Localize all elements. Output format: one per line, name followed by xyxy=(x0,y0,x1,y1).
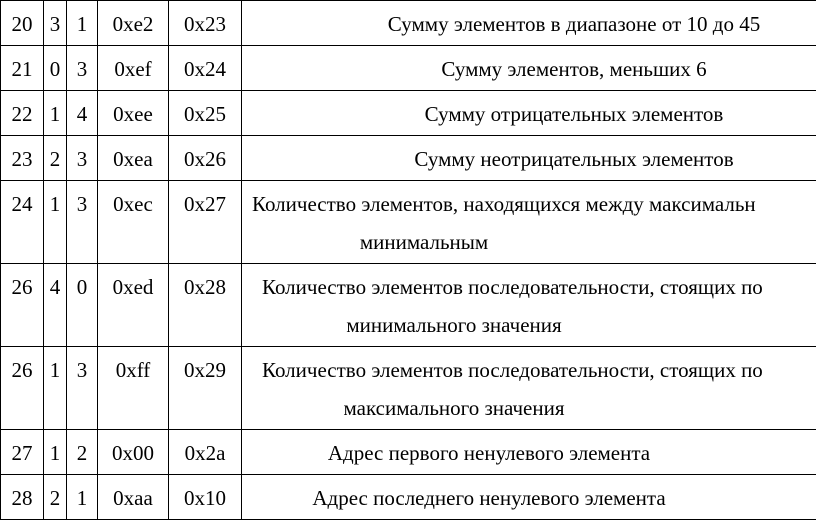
cell-hex-b: 0x26 xyxy=(169,136,242,181)
cell-hex-a: 0xea xyxy=(98,136,169,181)
cell-col3: 3 xyxy=(67,46,98,91)
cell-description xyxy=(242,91,816,136)
table-row xyxy=(1,46,816,91)
cell-number: 22 xyxy=(1,91,44,136)
cell-number: 24 xyxy=(1,181,44,264)
description-line: минимальным xyxy=(242,223,816,261)
table-row xyxy=(1,430,816,475)
cell-col2: 1 xyxy=(44,430,67,475)
cell-hex-b: 0x2a xyxy=(169,430,242,475)
cell-hex-a: 0xef xyxy=(98,46,169,91)
cell-description xyxy=(242,1,816,46)
cell-col2: 2 xyxy=(44,136,67,181)
cell-col3: 3 xyxy=(67,136,98,181)
cell-hex-b: 0x24 xyxy=(169,46,242,91)
cell-hex-a: 0xed xyxy=(98,264,169,347)
description-line: минимального значения xyxy=(242,306,816,344)
table-row xyxy=(1,181,816,264)
description-line: Сумму элементов в диапазоне от 10 до 45 xyxy=(242,5,816,43)
description-line: Количество элементов последовательности, стоящих по xyxy=(242,351,816,389)
cell-col2: 4 xyxy=(44,264,67,347)
description-line: Адрес первого ненулевого элемента xyxy=(242,434,816,472)
cell-hex-a: 0x00 xyxy=(98,430,169,475)
cell-hex-a: 0xff xyxy=(98,347,169,430)
cell-number: 21 xyxy=(1,46,44,91)
cell-hex-a: 0xec xyxy=(98,181,169,264)
cell-col3: 4 xyxy=(67,91,98,136)
description-line: максимального значения xyxy=(242,389,816,427)
cell-hex-b: 0x25 xyxy=(169,91,242,136)
cell-col2: 1 xyxy=(44,181,67,264)
cell-description xyxy=(242,181,816,264)
table-row xyxy=(1,136,816,181)
cell-col3: 3 xyxy=(67,347,98,430)
table-row xyxy=(1,347,816,430)
cell-hex-b: 0x10 xyxy=(169,475,242,520)
cell-col3: 1 xyxy=(67,475,98,520)
table-row xyxy=(1,91,816,136)
cell-col3: 2 xyxy=(67,430,98,475)
table-row xyxy=(1,475,816,520)
cell-number: 27 xyxy=(1,430,44,475)
description-line: Сумму неотрицательных элементов xyxy=(242,140,816,178)
description-line: Адрес последнего ненулевого элемента xyxy=(242,479,816,517)
cell-col2: 0 xyxy=(44,46,67,91)
cell-description xyxy=(242,347,816,430)
cell-hex-a: 0xee xyxy=(98,91,169,136)
cell-hex-b: 0x23 xyxy=(169,1,242,46)
description-line: Сумму элементов, меньших 6 xyxy=(242,50,816,88)
table-body xyxy=(1,1,816,520)
cell-col2: 1 xyxy=(44,91,67,136)
cell-col3: 0 xyxy=(67,264,98,347)
cell-number: 20 xyxy=(1,1,44,46)
cell-description xyxy=(242,46,816,91)
cell-number: 26 xyxy=(1,347,44,430)
cell-col2: 2 xyxy=(44,475,67,520)
cell-hex-a: 0xe2 xyxy=(98,1,169,46)
cell-hex-b: 0x28 xyxy=(169,264,242,347)
description-line: Количество элементов последовательности, стоящих по xyxy=(242,268,816,306)
cell-number: 23 xyxy=(1,136,44,181)
cell-description xyxy=(242,136,816,181)
cell-col3: 3 xyxy=(67,181,98,264)
cell-number: 28 xyxy=(1,475,44,520)
cell-description xyxy=(242,430,816,475)
cell-hex-a: 0xaa xyxy=(98,475,169,520)
table-row xyxy=(1,264,816,347)
cell-number: 26 xyxy=(1,264,44,347)
cell-description xyxy=(242,264,816,347)
cell-hex-b: 0x29 xyxy=(169,347,242,430)
description-line: Сумму отрицательных элементов xyxy=(242,95,816,133)
cell-hex-b: 0x27 xyxy=(169,181,242,264)
cell-col2: 3 xyxy=(44,1,67,46)
table-row xyxy=(1,1,816,46)
cell-col2: 1 xyxy=(44,347,67,430)
description-line: Количество элементов, находящихся между максимальн xyxy=(242,185,816,223)
cell-col3: 1 xyxy=(67,1,98,46)
cell-description xyxy=(242,475,816,520)
